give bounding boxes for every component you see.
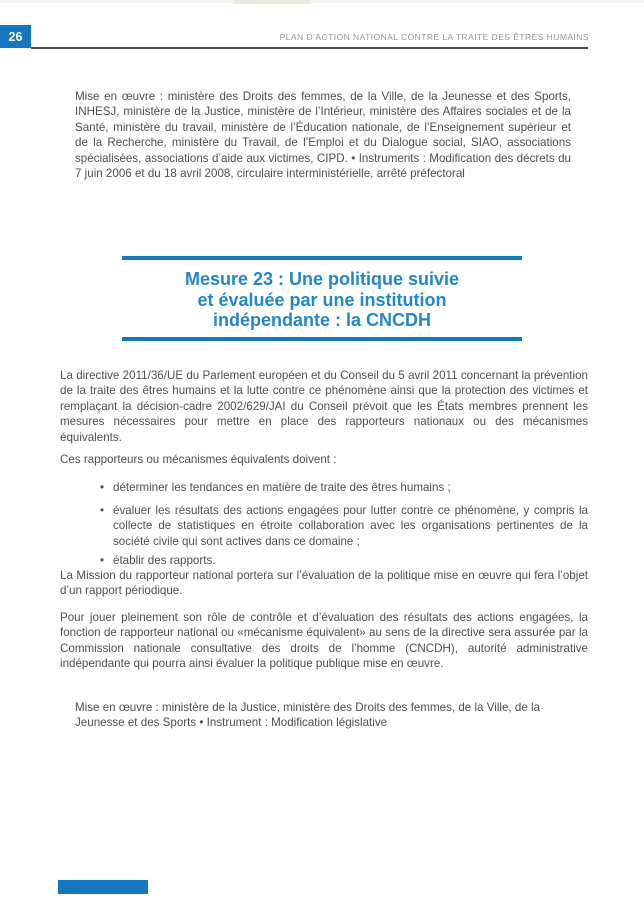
scan-edge-artifact: [0, 0, 644, 3]
header-rule: [31, 47, 588, 49]
list-item: [100, 503, 588, 549]
measure-heading-line1: Mesure 23 : Une politique suivie: [184, 269, 460, 289]
list-item-text: évaluer les résultats des actions engagées pour lutter contre ce phénomène, y compris la collecte de statistiques en étroite collaboration avec les organisations pertinentes de la société civile qui sont actives dans ce domaine ;: [113, 504, 588, 548]
bullet-icon: •: [100, 554, 105, 567]
measure-divider-bottom: [122, 337, 522, 341]
header-running-title: PLAN D’ACTION NATIONAL CONTRE LA TRAITE DES ÊTRES HUMAINS: [279, 32, 589, 42]
implementation-note-bottom: Mise en œuvre : ministère de la Justice, ministère des Droits des femmes, de la Ville, de la Jeunesse et des Sports • Instrument : Modification législative: [75, 701, 541, 730]
list-item: [100, 553, 588, 568]
implementation-note-top: Mise en œuvre : ministère des Droits des femmes, de la Ville, de la Jeunesse et des Sports, INHESJ, ministère de la Justice, ministère de l’Intérieur, ministère des Affaires sociales et de la Santé, ministère du travail, ministère de l’Éducation nationale, de l’Enseignement supérieur et de la Recherche, ministère du Travail, de l’Emploi et du Dialogue social, SIAO, associations spécialisées, associations d’aide aux victimes, CIPD. • Instruments : Modification des décrets du 7 juin 2006 et du 18 avril 2008, circulaire interministérielle, arrêté préfectoral: [75, 90, 571, 181]
measure-heading-line3: indépendante : la CNCDH: [212, 310, 431, 330]
measure-heading: [62, 269, 582, 331]
measure-divider-top: [122, 256, 522, 260]
page-number-badge: 26: [0, 25, 31, 48]
bullet-icon: •: [100, 481, 105, 494]
paragraph-directive: La directive 2011/36/UE du Parlement européen et du Conseil du 5 avril 2011 concernant la prévention de la traite des êtres humains et la lutte contre ce phénomène ainsi que la protection des victimes et remplaçant la décision-cadre 2002/629/JAI du Conseil prévoit que les États membres prennent les mesures nécessaires pour mettre en place des rapporteurs nationaux ou des mécanismes équivalents.: [60, 369, 588, 444]
bullet-icon: •: [100, 504, 105, 517]
paragraph-role: Pour jouer pleinement son rôle de contrôle et d’évaluation des résultats des actions engagées, la fonction de rapporteur national ou «mécanisme équivalent» au sens de la directive sera assurée par la Commission nationale consultative des droits de l’homme (CNCDH), autorité administrative indépendante qui pourra ainsi évaluer la politique publique mise en œuvre.: [60, 611, 588, 671]
footer-accent-bar: [58, 880, 148, 894]
paragraph-rapporteurs-intro: Ces rapporteurs ou mécanismes équivalents doivent :: [60, 453, 337, 466]
list-item-text: déterminer les tendances en matière de traite des êtres humains ;: [113, 481, 451, 494]
measure-heading-line2: et évaluée par une institution: [197, 289, 447, 310]
scan-edge-artifact-segment: [233, 0, 311, 4]
list-item: [100, 480, 588, 495]
list-item-text: établir des rapports.: [113, 554, 216, 567]
paragraph-mission: La Mission du rapporteur national portera sur l’évaluation de la politique mise en œuvre qui fera l’objet d’un rapport périodique.: [60, 569, 588, 598]
